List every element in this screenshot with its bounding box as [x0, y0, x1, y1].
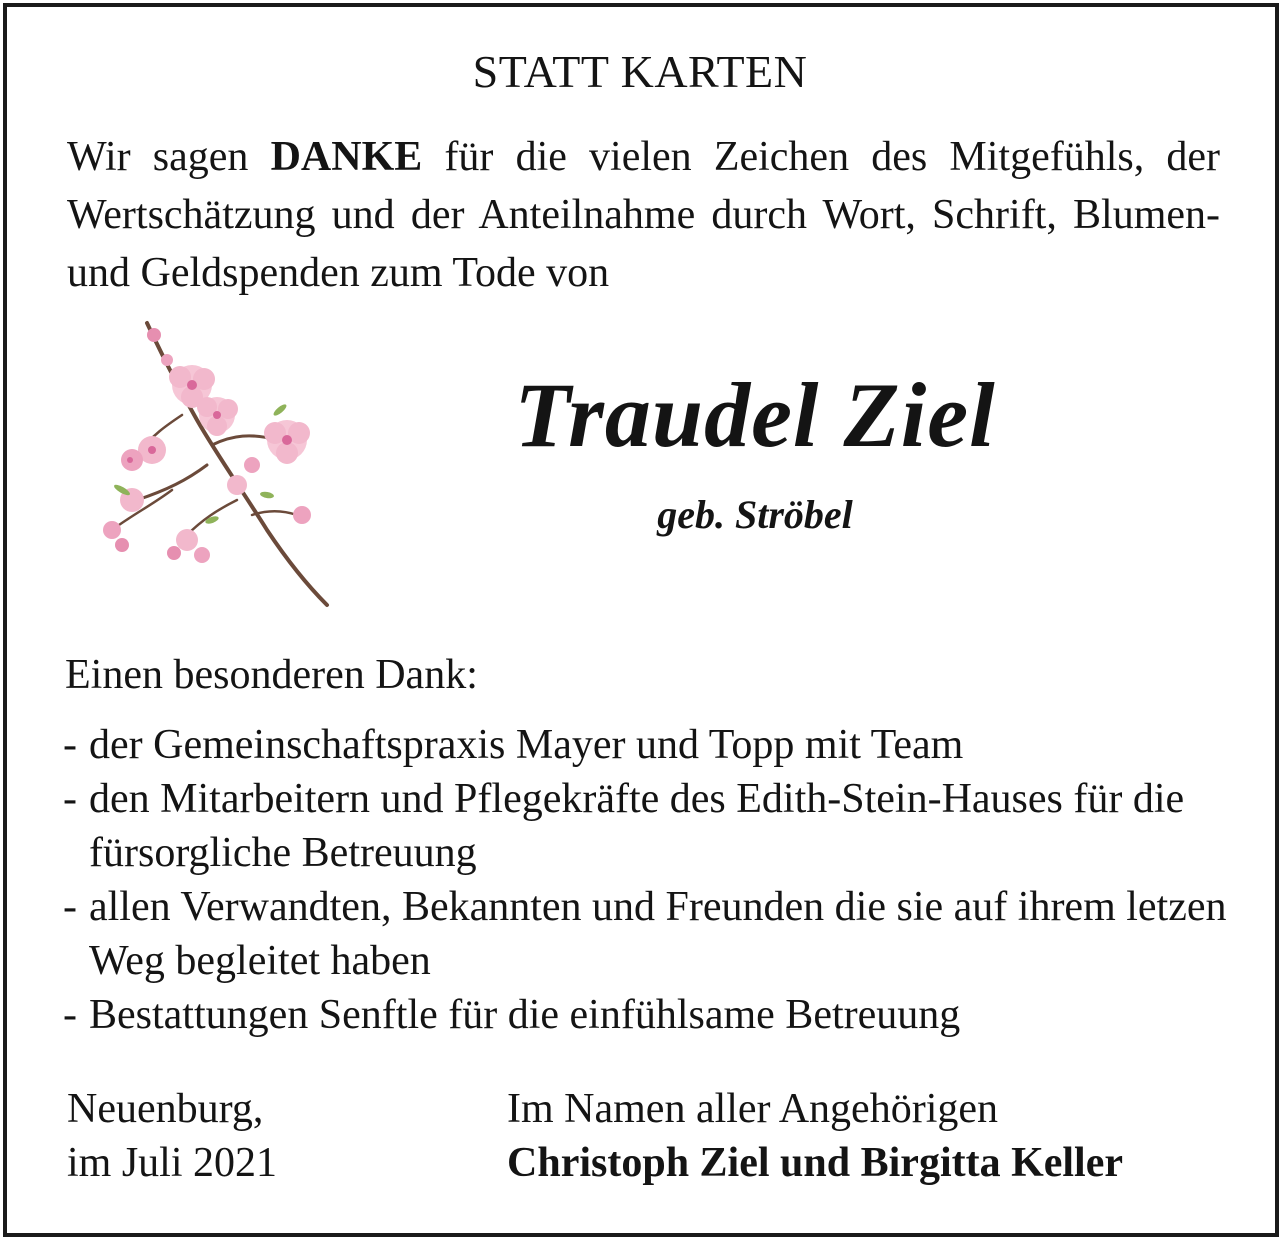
- list-item-text: der Gemeinschaftspraxis Mayer und Topp mit Team: [89, 722, 964, 768]
- date: im Juli 2021: [67, 1140, 278, 1186]
- intro-emphasis: DANKE: [270, 134, 423, 180]
- list-item-text: den Mitarbeitern und Pflegekräfte des Edith-Stein-Hauses für die fürsorgliche Betreuung: [89, 776, 1185, 876]
- list-dash: -: [63, 722, 77, 768]
- list-item-text: allen Verwandten, Bekannten und Freunden die sie auf ihrem letzen Weg begleitet haben: [89, 884, 1227, 984]
- list-dash: -: [63, 776, 77, 822]
- list-dash: -: [63, 884, 77, 930]
- cherry-blossom-branch-icon: [92, 315, 337, 610]
- list-item: [63, 880, 1243, 988]
- thanks-list: [63, 718, 1243, 1042]
- list-item: [63, 988, 1243, 1042]
- signoff: [507, 1082, 1123, 1190]
- list-item: [63, 718, 1243, 772]
- notice-header: STATT KARTEN: [472, 46, 808, 97]
- intro-text-before: Wir sagen: [67, 134, 271, 180]
- on-behalf-line: Im Namen aller Angehörigen: [507, 1086, 998, 1132]
- deceased-name: Traudel Ziel: [514, 364, 996, 466]
- deceased-birth-name: geb. Ströbel: [657, 492, 853, 537]
- list-item-text: Bestattungen Senftle für die einfühlsame Betreuung: [89, 992, 961, 1038]
- place-and-date: [67, 1082, 277, 1190]
- place: Neuenburg,: [67, 1086, 264, 1132]
- thanks-heading: Einen besonderen Dank:: [65, 652, 478, 698]
- intro-paragraph: [67, 128, 1220, 302]
- intro-text-after: für die vielen Zeichen des Mitgefühls, der Wertschätzung und der Anteilnahme durch Wort, Schrift, Blumen- und Geldspenden zum Tode von: [67, 134, 1220, 296]
- list-item: [63, 772, 1243, 880]
- list-dash: -: [63, 992, 77, 1038]
- signatories: Christoph Ziel und Birgitta Keller: [507, 1140, 1124, 1186]
